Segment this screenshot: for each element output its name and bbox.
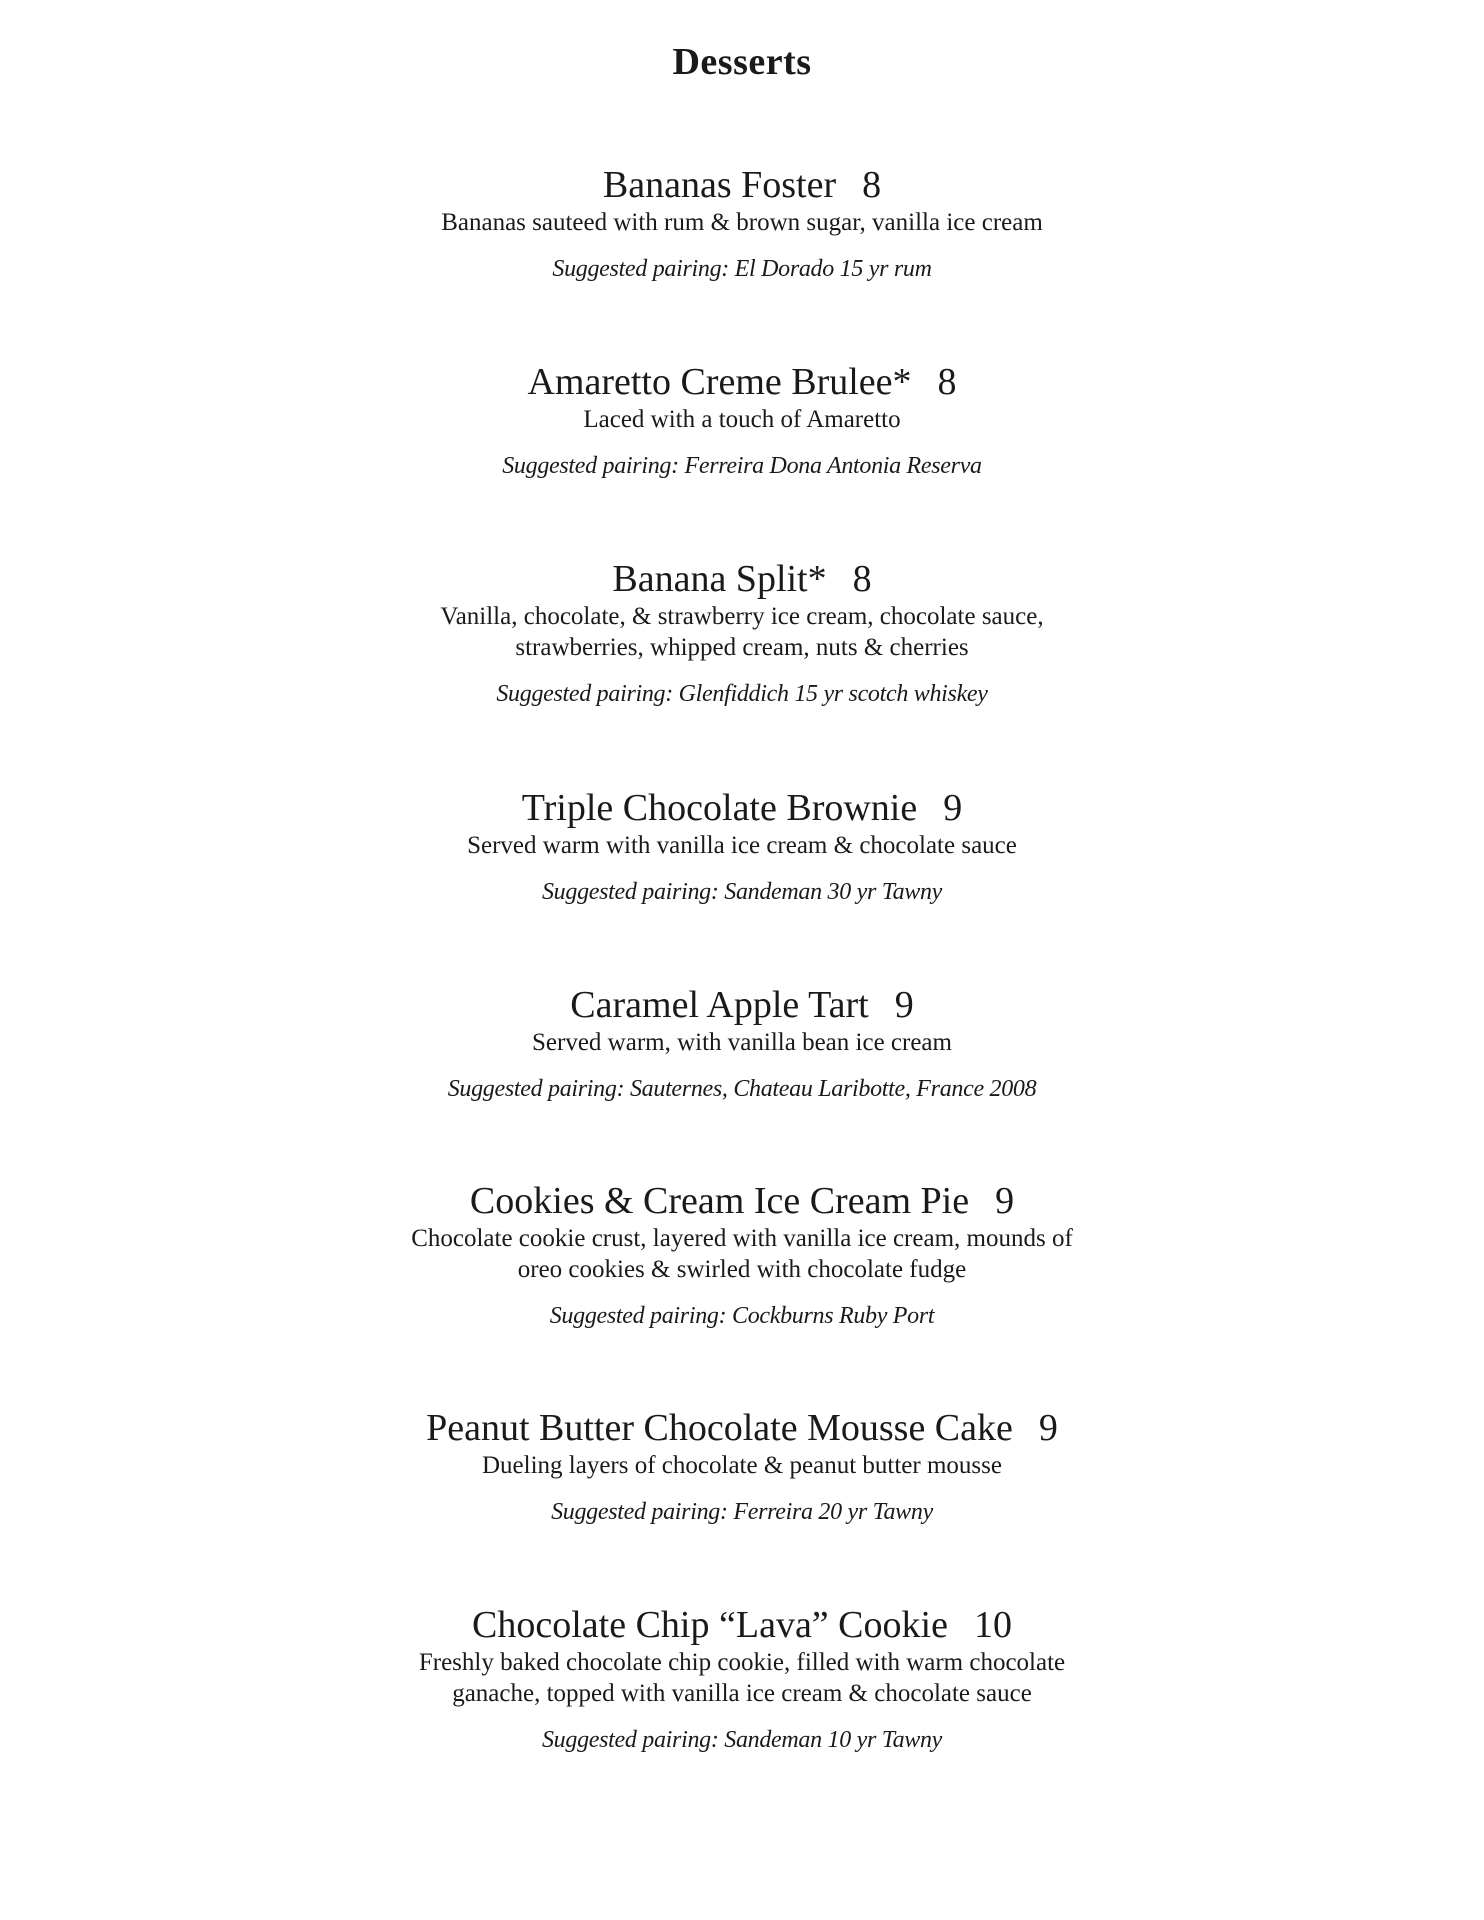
item-price: 10 xyxy=(973,1604,1012,1646)
item-title xyxy=(0,557,1484,601)
item-price: 8 xyxy=(852,558,872,600)
item-description: Bananas sauteed with rum & brown sugar, vanilla ice cream xyxy=(441,209,1043,236)
item-title xyxy=(0,163,1484,207)
item-pairing: Suggested pairing: Glenfiddich 15 yr scotch whiskey xyxy=(496,681,988,707)
item-description: Chocolate cookie crust, layered with vanilla ice cream, mounds of xyxy=(411,1225,1073,1252)
item-title xyxy=(0,786,1484,830)
page-title: Desserts xyxy=(672,41,812,83)
menu-item-peanut-butter-mousse-cake xyxy=(0,1406,1484,1527)
item-pairing: Suggested pairing: Sauternes, Chateau Laribotte, France 2008 xyxy=(447,1076,1037,1102)
item-description: strawberries, whipped cream, nuts & cherries xyxy=(515,634,969,661)
item-price: 9 xyxy=(995,1180,1015,1222)
item-pairing: Suggested pairing: Ferreira Dona Antonia Reserva xyxy=(502,453,982,479)
item-price: 8 xyxy=(862,164,882,206)
menu-item-caramel-apple-tart xyxy=(0,983,1484,1104)
item-name: Peanut Butter Chocolate Mousse Cake xyxy=(426,1407,1013,1449)
item-name: Triple Chocolate Brownie xyxy=(521,787,918,829)
item-name: Amaretto Creme Brulee* xyxy=(527,361,912,403)
item-description: Freshly baked chocolate chip cookie, filled with warm chocolate xyxy=(418,1649,1066,1676)
item-pairing: Suggested pairing: Ferreira 20 yr Tawny xyxy=(551,1499,933,1525)
item-description: Laced with a touch of Amaretto xyxy=(583,406,901,433)
item-title xyxy=(0,360,1484,404)
menu-item-triple-chocolate-brownie xyxy=(0,786,1484,907)
menu-item-lava-cookie xyxy=(0,1603,1484,1755)
menu-item-bananas-foster xyxy=(0,163,1484,284)
item-title xyxy=(0,1603,1484,1647)
item-name: Chocolate Chip “Lava” Cookie xyxy=(472,1604,948,1646)
item-description: Dueling layers of chocolate & peanut butter mousse xyxy=(482,1452,1002,1479)
item-price: 9 xyxy=(894,984,914,1026)
item-description: oreo cookies & swirled with chocolate fudge xyxy=(517,1256,967,1283)
item-pairing: Suggested pairing: Sandeman 30 yr Tawny xyxy=(541,879,943,905)
item-title xyxy=(0,1406,1484,1450)
item-description: Served warm with vanilla ice cream & chocolate sauce xyxy=(467,832,1017,859)
item-description: ganache, topped with vanilla ice cream & chocolate sauce xyxy=(452,1680,1032,1707)
item-pairing: Suggested pairing: Sandeman 10 yr Tawny xyxy=(541,1727,943,1753)
item-name: Caramel Apple Tart xyxy=(570,984,869,1026)
item-description: Vanilla, chocolate, & strawberry ice cream, chocolate sauce, xyxy=(440,603,1044,630)
menu-item-amaretto-creme-brulee xyxy=(0,360,1484,481)
item-pairing: Suggested pairing: Cockburns Ruby Port xyxy=(549,1303,935,1329)
item-price: 8 xyxy=(937,361,957,403)
item-name: Cookies & Cream Ice Cream Pie xyxy=(469,1180,970,1222)
item-description: Served warm, with vanilla bean ice cream xyxy=(532,1029,952,1056)
item-name: Banana Split* xyxy=(612,558,827,600)
item-price: 9 xyxy=(943,787,963,829)
menu-item-cookies-cream-pie xyxy=(0,1179,1484,1331)
item-pairing: Suggested pairing: El Dorado 15 yr rum xyxy=(552,256,932,282)
item-title xyxy=(0,1179,1484,1223)
menu-item-banana-split xyxy=(0,557,1484,709)
item-name: Bananas Foster xyxy=(602,164,837,206)
item-price: 9 xyxy=(1038,1407,1058,1449)
item-title xyxy=(0,983,1484,1027)
